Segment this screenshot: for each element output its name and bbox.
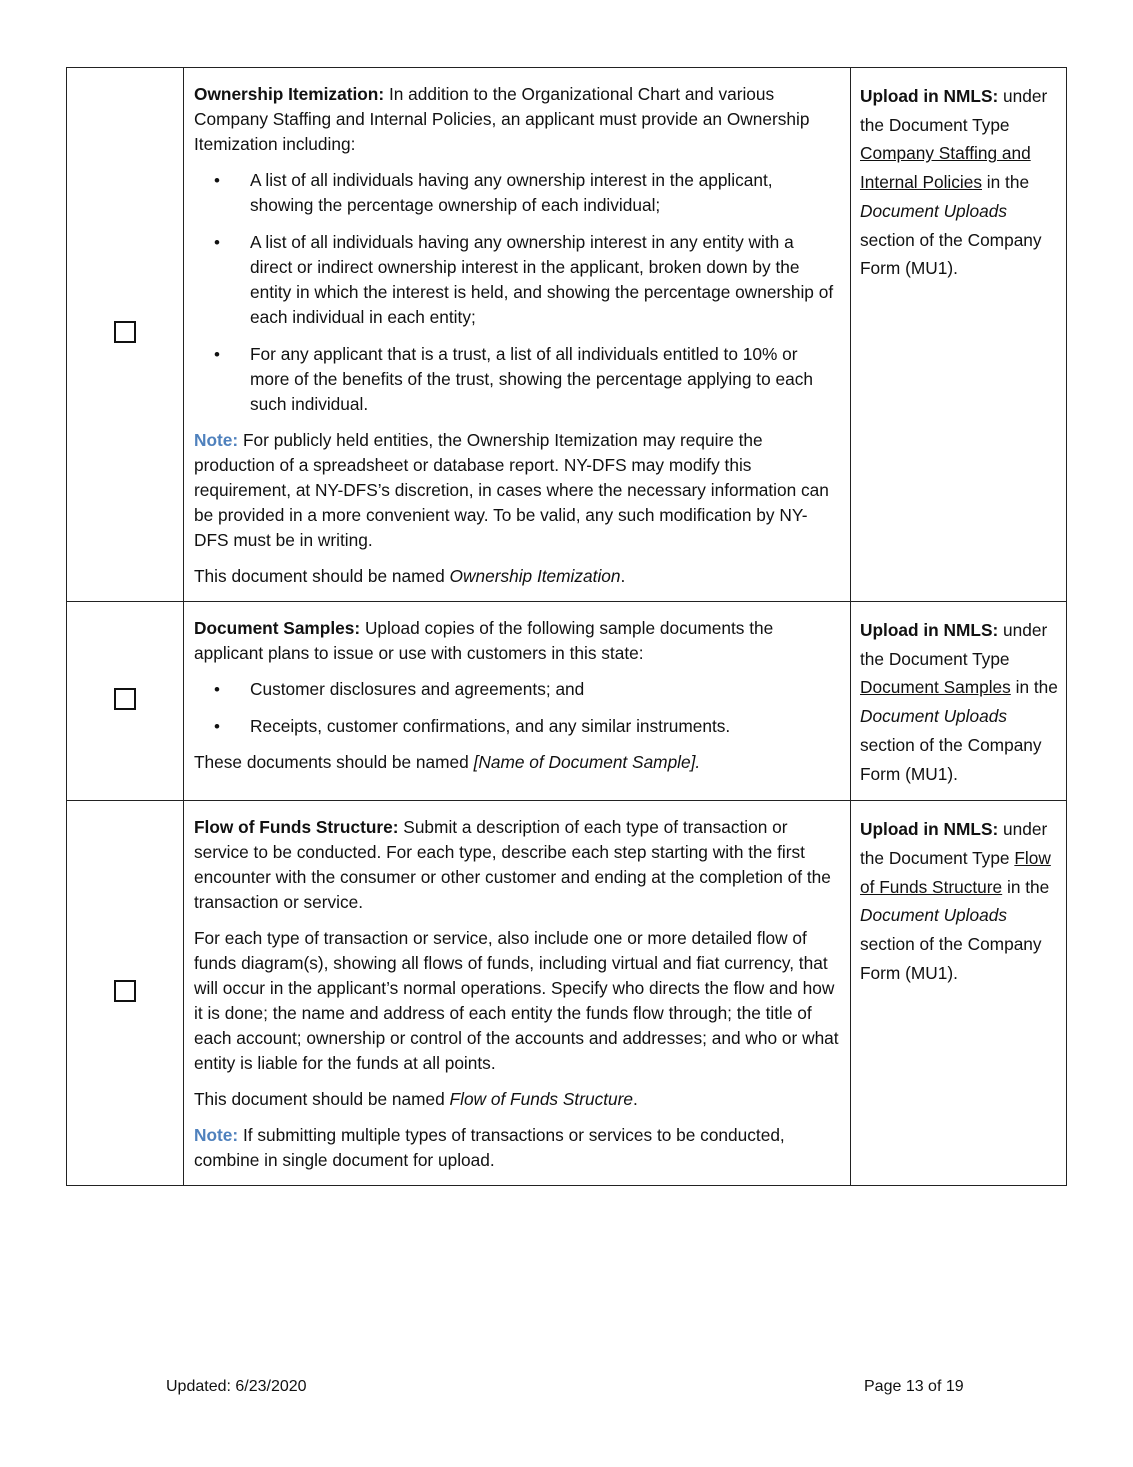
table-row (67, 68, 1067, 602)
bullet-list (194, 677, 840, 739)
table-row (67, 602, 1067, 801)
bullet-icon: • (214, 717, 220, 736)
intro-text: Upload copies of the following sample documents the applicant plans to issue or use with customers in this state: (194, 618, 774, 663)
note-label: Note: (194, 430, 239, 450)
table-row (67, 801, 1067, 1186)
list-item: • A list of all individuals having any ownership interest in the applicant, showing the percentage ownership of each individual; (214, 170, 773, 215)
row-title: Flow of Funds Structure: (194, 817, 399, 838)
description-cell (184, 68, 851, 602)
document-name: Flow of Funds Structure (449, 1089, 633, 1110)
naming-paragraph: This document should be named Ownership Itemization. (194, 566, 626, 586)
bullet-icon: • (214, 345, 220, 364)
list-item: • For any applicant that is a trust, a list of all individuals entitled to 10% or more of the benefits of the trust, showing the percentage applying to each such individual. (214, 344, 813, 414)
intro-text: Submit a description of each type of transaction or service to be conducted. For each type, describe each step starting with the first encounter with the consumer or other customer and ending at the completion of the transaction or service. (194, 817, 831, 913)
section-name: Document Uploads (860, 706, 1007, 727)
upload-instructions-cell: Upload in NMLS: under the Document Type Flow of Funds Structure in the Document Uploads section of the Company Form (MU1). (851, 801, 1067, 1186)
bullet-icon: • (214, 233, 220, 252)
document-type-link: Flow of Funds Structure (860, 847, 1051, 897)
list-item: • Receipts, customer confirmations, and any similar instruments. (194, 714, 840, 739)
checkbox-cell (67, 801, 184, 1186)
note-text: For publicly held entities, the Ownership Itemization may require the production of a spreadsheet or database report. NY-DFS may modify this requirement, at NY-DFS’s discretion, in cases where the necessary information can be provided in a more convenient way. To be valid, any such modification by NY-DFS must be in writing. (194, 430, 829, 550)
description-cell (184, 602, 851, 801)
bullet-icon: • (214, 171, 220, 190)
intro-text: In addition to the Organizational Chart and various Company Staffing and Internal Policies, an applicant must provide an Ownership Itemization including: (194, 84, 810, 154)
updated-date: Updated: 6/23/2020 (166, 1378, 307, 1395)
description-cell (184, 801, 851, 1186)
naming-paragraph: These documents should be named [Name of Document Sample]. (194, 752, 701, 772)
upload-instructions-cell: Upload in NMLS: under the Document Type Document Samples in the Document Uploads section of the Company Form (MU1). (851, 602, 1067, 801)
note-paragraph (194, 428, 840, 553)
upload-instructions-cell: Upload in NMLS: under the Document Type Company Staffing and Internal Policies in the Document Uploads section of the Company Form (MU1). (851, 68, 1067, 602)
upload-label: Upload in NMLS: (860, 819, 999, 840)
upload-label: Upload in NMLS: (860, 620, 999, 640)
naming-paragraph: This document should be named Flow of Funds Structure. (194, 1089, 638, 1110)
intro-paragraph (194, 815, 840, 915)
row-title: Ownership Itemization: (194, 84, 385, 104)
bullet-icon: • (214, 680, 220, 699)
section-name: Document Uploads (860, 905, 1007, 926)
list-item: • A list of all individuals having any ownership interest in any entity with a direct or indirect ownership interest in the applicant, broken down by the entity in which the interest is held, and showing the percentage ownership of each individual in each entity; (214, 232, 834, 327)
row-title: Document Samples: (194, 618, 361, 638)
upload-label: Upload in NMLS: (860, 86, 999, 106)
document-type-link: Document Samples (860, 677, 1011, 698)
page-number: Page 13 of 19 (864, 1378, 964, 1395)
document-type-link: Company Staffing and Internal Policies (860, 143, 1031, 193)
intro-paragraph (194, 616, 840, 666)
note-text: If submitting multiple types of transactions or services to be conducted, combine in single document for upload. (194, 1125, 785, 1171)
document-samples-checkbox[interactable] (114, 688, 136, 710)
detail-paragraph: For each type of transaction or service, also include one or more detailed flow of funds diagram(s), showing all flows of funds, including virtual and fiat currency, that will occur in the applicant’s normal operations. Specify who directs the flow and how it is done; the name and address of each entity the funds flow through; the title of each account; ownership or control of the accounts and addresses; and who or what entity is liable for the funds at all points. (194, 928, 839, 1074)
document-name: Ownership Itemization (449, 566, 621, 586)
flow-of-funds-checkbox[interactable] (114, 980, 136, 1002)
note-label: Note: (194, 1125, 239, 1146)
list-item: • Customer disclosures and agreements; and (194, 677, 840, 702)
document-name: [Name of Document Sample]. (473, 752, 701, 772)
intro-paragraph (194, 82, 840, 157)
section-name: Document Uploads (860, 200, 1007, 221)
note-paragraph (194, 1123, 840, 1173)
checkbox-cell (67, 602, 184, 801)
checkbox-cell (67, 68, 184, 602)
ownership-itemization-checkbox[interactable] (114, 321, 136, 343)
bullet-list (194, 168, 840, 417)
requirements-table (66, 67, 1067, 1186)
